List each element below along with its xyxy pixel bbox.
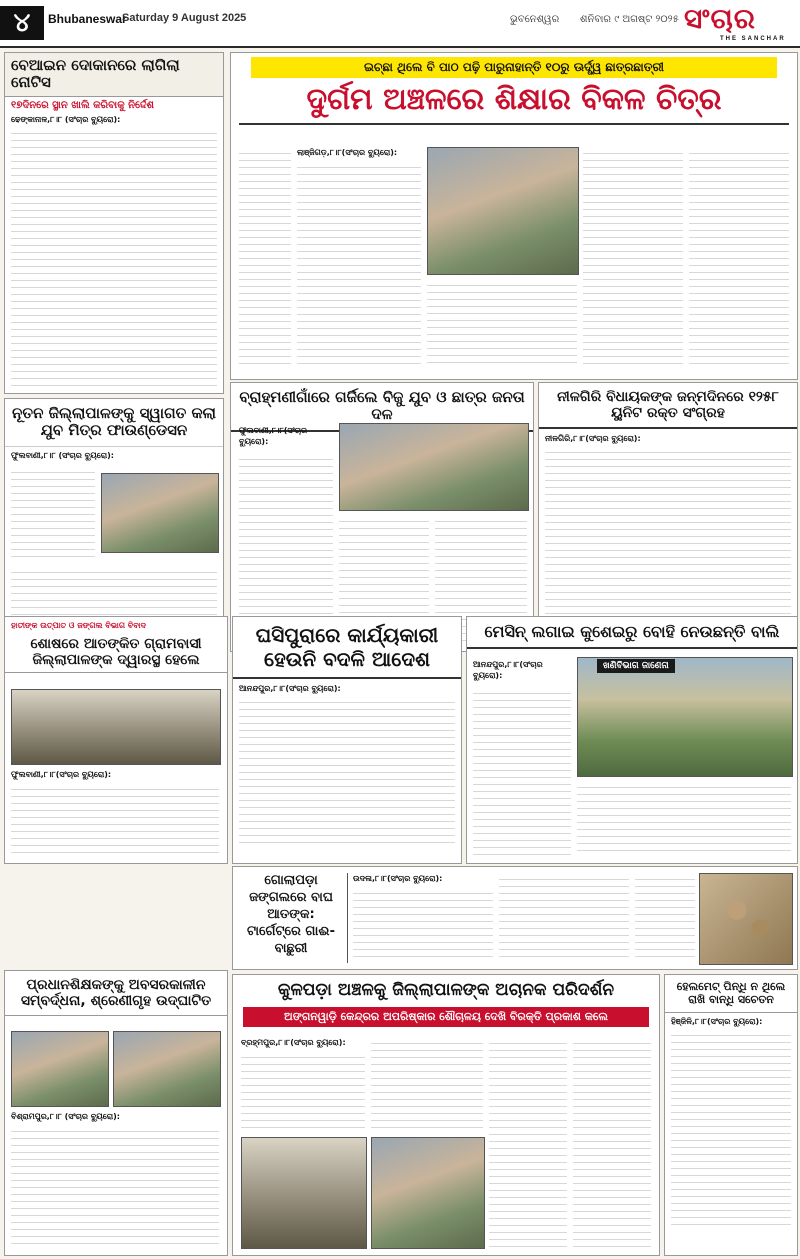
body-text [11, 783, 219, 855]
story-bjd-rally [230, 382, 534, 652]
dateline: ଉଦଳା,୮।୮(ସଂଚାର ବ୍ୟୁରୋ): [353, 874, 443, 883]
dateline: ଫୁଲବାଣୀ,୮।୮ (ସଂଚାର ବ୍ୟୁରୋ): [11, 450, 114, 460]
edition-city: Bhubaneswar [48, 12, 127, 26]
body-text [11, 1125, 219, 1247]
body-text [671, 1029, 791, 1229]
dateline: ଫୁଲବାଣୀ,୮।୮(ସଂଚାର ବ୍ୟୁରୋ): [11, 770, 112, 779]
body-col-3 [489, 1037, 567, 1247]
divider [347, 873, 348, 963]
headline: ନୀଳଗିରି ବିଧାୟକଙ୍କ ଜନ୍ମଦିନରେ ୧୨୫୮ ୟୁନିଟ ରକ୍ତ ସଂଗ୍ରହ [539, 383, 797, 429]
body-text [11, 466, 95, 562]
body-col-4 [573, 1037, 651, 1247]
subhead: ଅଙ୍ଗନୱାଡ଼ି କେନ୍ଦ୍ରର ଅପରିଷ୍କାର ଶୌଚାଳୟ ଦେଖି ବିରକ୍ତି ପ୍ରକାଶ କଲେ [243, 1007, 649, 1027]
body-col-1 [239, 453, 333, 643]
headline: ବେଆଇନ ଦୋକାନରେ ଲାଗିଲା ନୋଟିସ [5, 53, 223, 97]
body-col-2 [577, 781, 791, 855]
logo-name: ସଂଚାର [684, 2, 756, 35]
story-blood-donation [538, 382, 798, 652]
subhead: ୧୭ଦିନରେ ସ୍ଥାନ ଖାଲି କରିବାକୁ ନିର୍ଦ୍ଦେଶ [11, 99, 154, 111]
photo-inspection-2 [371, 1137, 485, 1249]
dateline: ଲାଞ୍ଜିଗଡ଼,୮।୮(ସଂଚାର ବ୍ୟୁରୋ): [297, 148, 398, 157]
body-col-3 [635, 873, 695, 963]
divider [239, 123, 789, 125]
body-text [545, 446, 791, 642]
story-helmet-rakhi [664, 974, 798, 1256]
body-col-2 [371, 1037, 483, 1131]
dateline: ହିଞ୍ଜିଳି,୮।୮(ସଂଚାର ବ୍ୟୁରୋ): [671, 1017, 763, 1027]
photo-pugmarks [699, 873, 793, 965]
headline: ଘସିପୁରାରେ କାର୍ଯ୍ୟକାରୀ ହେଉନି ବଦଳି ଆଦେଶ [233, 617, 461, 679]
dateline: ଆନନ୍ଦପୁର,୮।୮(ସଂଚାର ବ୍ୟୁରୋ): [473, 660, 543, 680]
photo-riverbed [577, 657, 793, 777]
dateline: ନୀଳଗିରି,୮।୮(ସଂଚାର ବ୍ୟୁରୋ): [545, 434, 641, 444]
dateline: ବ୍ରହ୍ମପୁର,୮।୮(ସଂଚାର ବ୍ୟୁରୋ): [241, 1038, 346, 1047]
story-illegal-shops [4, 52, 224, 394]
body-col-2 [583, 147, 683, 369]
photo-office [11, 689, 221, 765]
story-villagers-collector [4, 616, 228, 864]
story-lead-education [230, 52, 798, 380]
body-col-3 [689, 147, 789, 369]
headline: କୁଳପଡ଼ା ଅଞ୍ଚଳକୁ ଜିଲ୍ଲାପାଳଙ୍କ ଅଚାନକ ପରିଦର୍ଶନ [277, 980, 615, 1000]
headline: ମେସିନ୍ ଲଗାଇ କୁଶେଇରୁ ବୋହି ନେଉଛନ୍ତି ବାଲି [467, 617, 797, 649]
edition-date-odia: ଶନିବାର ୯ ଅଗଷ୍ଟ ୨୦୨୫ [580, 14, 679, 25]
headline: ଗୋଲାପଡ଼ା ଜଙ୍ଗଲରେ ବାଘ ଆତଙ୍କ: ଟାର୍ଗେଟ୍‌ରେ ଗାଈ-ବାଛୁରୀ [247, 873, 335, 956]
photo-felicitation [11, 1031, 109, 1107]
body-col-4 [427, 279, 577, 369]
logo-tagline: THE SANCHAR [720, 36, 786, 42]
kicker: ହାତୀଙ୍କ ଉତ୍ପାତ ଓ ଜଙ୍ଗଲ ବିଭାଗ ବିବାଦ [11, 621, 147, 630]
body-text [11, 127, 217, 389]
body-col-0 [239, 147, 291, 369]
newspaper-logo [684, 2, 796, 44]
photo-children [427, 147, 579, 275]
page-number: ୪ [0, 6, 44, 40]
lead-headline: ଦୁର୍ଗମ ଅଞ୍ଚଳରେ ଶିକ୍ଷାର ବିକଳ ଚିତ୍ର [306, 82, 722, 117]
body-col-2 [499, 873, 629, 963]
dateline: ଢେଙ୍କାନାଳ,୮।୮ (ସଂଚାର ବ୍ୟୁରୋ): [11, 115, 121, 124]
story-tiger-cattle [232, 866, 798, 970]
edition-city-odia: ଭୁବନେଶ୍ୱର [510, 14, 560, 25]
edition-date: Saturday 9 August 2025 [122, 12, 247, 24]
dateline: ଫୁଲବାଣୀ,୮।୮(ସଂଚାର ବ୍ୟୁରୋ): [239, 426, 308, 446]
headline: ପ୍ରଧାନଶିକ୍ଷକଙ୍କୁ ଅବସରକାଳୀନ ସମ୍ବର୍ଦ୍ଧନା, ଶ୍ରେଣୀଗୃହ ଉଦ୍‌ଘାଟିତ [5, 971, 227, 1016]
photo-classroom [113, 1031, 221, 1107]
photo-tag: ଖଣିବିଭାଗ ଜାଣେନା [597, 659, 675, 673]
headline: ନୂତନ ଜିଲ୍ଲାପାଳଙ୍କୁ ସ୍ୱାଗତ କଲା ଯୁବ ମିତ୍ର ଫାଉଣ୍ଡେସନ [5, 399, 223, 447]
lead-kicker: ଇଚ୍ଛା ଥିଲେ ବି ପାଠ ପଢ଼ି ପାରୁନାହାନ୍ତି ୧୦ରୁ ଊର୍ଦ୍ଧ୍ୱ ଛାତ୍ରଛାତ୍ରୀ [251, 57, 777, 78]
headline: ହେଲମେଟ୍ ପିନ୍ଧି ନ ଥିଲେ ରାଖି ବାନ୍ଧି ସଚେତନ [665, 975, 797, 1013]
dateline: ବିଶ୍ରାମପୁର,୮।୮ (ସଂଚାର ବ୍ୟୁରୋ): [11, 1112, 121, 1121]
story-headmaster-retirement [4, 970, 228, 1256]
headline: ବ୍ରାହ୍ମଣୀଗାଁରେ ଗର୍ଜିଲେ ବିଜୁ ଯୁବ ଓ ଛାତ୍ର ଜନତା ଦଳ [231, 383, 533, 432]
body-col-1 [473, 687, 571, 855]
photo-group [101, 473, 219, 553]
body-col-1 [353, 887, 493, 963]
headline: ଶୋଷରେ ଆତଙ୍କିତ ଗ୍ରାମବାସୀ ଜିଲ୍ଲାପାଳଙ୍କ ଦ୍ୱାରସ୍ଥ ହେଲେ [5, 634, 227, 673]
dateline: ଆନନ୍ଦପୁର,୮।୮(ସଂଚାର ବ୍ୟୁରୋ): [239, 684, 341, 693]
story-sand-mining [466, 616, 798, 864]
photo-rally [339, 423, 529, 511]
story-collector-inspection [232, 974, 660, 1256]
body-text [239, 696, 455, 848]
photo-inspection-1 [241, 1137, 367, 1249]
story-ghasipura-transfer [232, 616, 462, 864]
body-col-1 [241, 1051, 365, 1131]
body-col-1 [297, 161, 421, 369]
